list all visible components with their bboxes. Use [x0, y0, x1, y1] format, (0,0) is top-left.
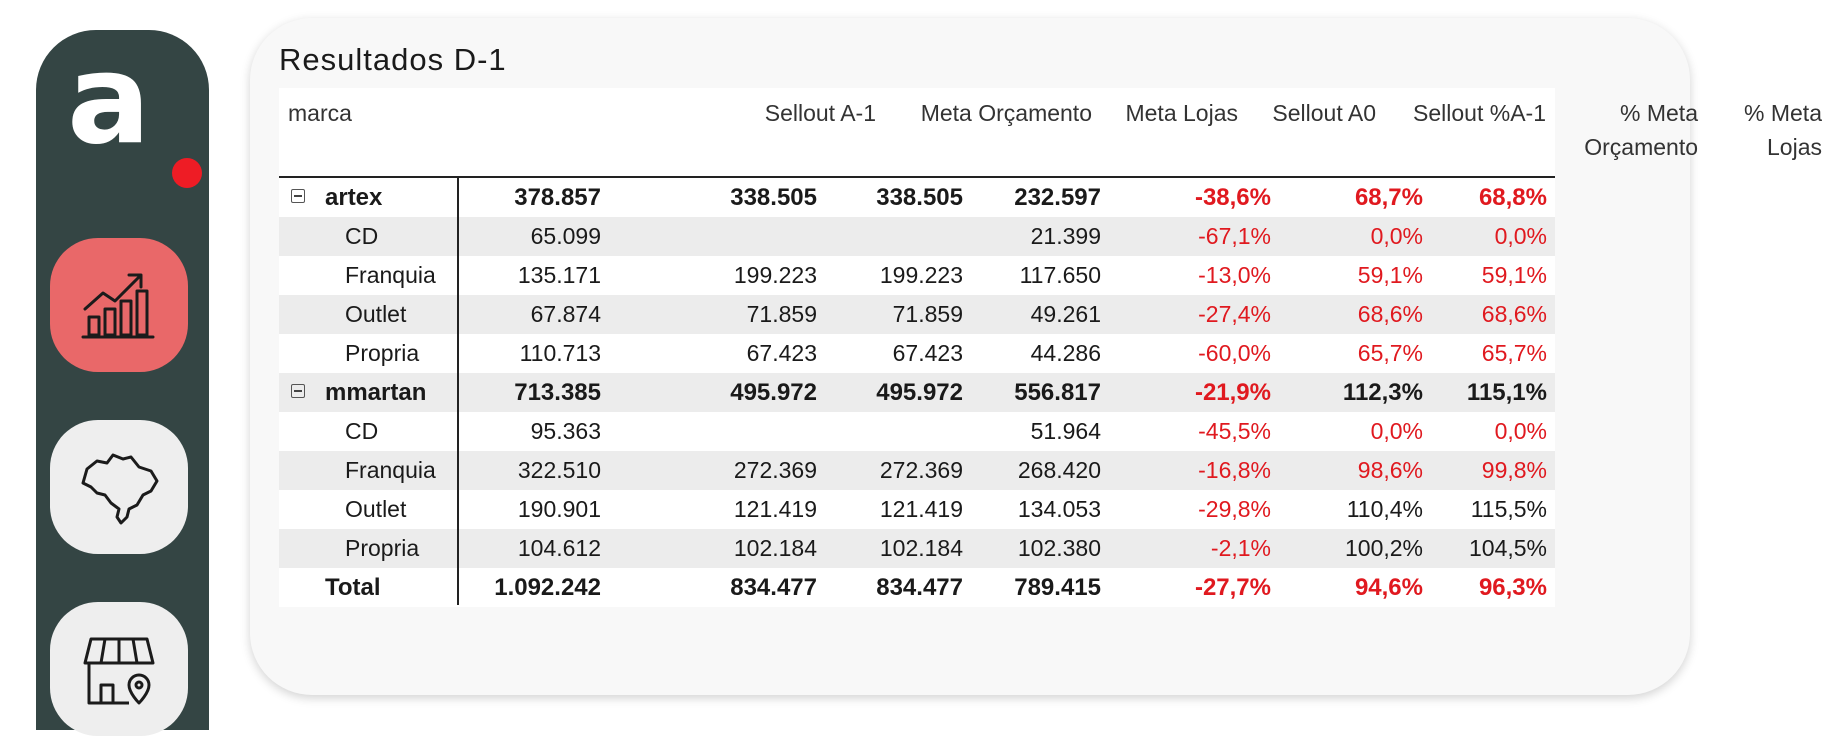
table-row[interactable]: [279, 529, 1555, 568]
table-row[interactable]: [279, 217, 1555, 256]
cell-pct-meta-orcamento: 0,0%: [1370, 223, 1423, 249]
cell-sellout-a0: 556.817: [1014, 379, 1101, 406]
table-row[interactable]: [279, 334, 1555, 373]
logo-letter: a: [67, 28, 151, 172]
cell-sellout-pct-a1: -29,8%: [1198, 496, 1271, 522]
row-label: artex: [325, 184, 383, 211]
table-row[interactable]: [279, 373, 1555, 412]
cell-pct-meta-lojas: 59,1%: [1481, 262, 1547, 288]
cell-sellout-pct-a1: -13,0%: [1198, 262, 1271, 288]
cell-pct-meta-orcamento: 98,6%: [1357, 457, 1423, 483]
cell-meta-lojas: 495.972: [876, 379, 963, 406]
cell-sellout-a0: 49.261: [1030, 301, 1101, 327]
nav-button-map[interactable]: [50, 420, 188, 554]
table-row[interactable]: [279, 490, 1555, 529]
cell-sellout-pct-a1: -27,4%: [1198, 301, 1271, 327]
sidebar: [36, 30, 209, 730]
cell-sellout-a1: 95.363: [530, 418, 601, 444]
row-label: Outlet: [345, 301, 407, 327]
row-label: Propria: [345, 340, 420, 366]
cell-sellout-pct-a1: -27,7%: [1194, 574, 1271, 601]
store-location-icon: [79, 629, 159, 709]
cell-sellout-a1: 378.857: [514, 184, 601, 211]
cell-sellout-a0: 51.964: [1030, 418, 1101, 444]
column-header-meta-lojas[interactable]: Meta Lojas: [1125, 100, 1238, 126]
row-label: CD: [345, 418, 379, 444]
cell-pct-meta-orcamento: 59,1%: [1357, 262, 1423, 288]
cell-sellout-a0: 21.399: [1030, 223, 1101, 249]
cell-pct-meta-lojas: 96,3%: [1478, 574, 1547, 601]
cell-pct-meta-lojas: 115,1%: [1466, 379, 1547, 406]
cell-pct-meta-lojas: 65,7%: [1481, 340, 1547, 366]
cell-meta-lojas: 199.223: [879, 262, 963, 288]
cell-meta-orcamento: 199.223: [733, 262, 817, 288]
cell-sellout-a0: 268.420: [1017, 457, 1101, 483]
cell-sellout-pct-a1: -2,1%: [1210, 535, 1271, 561]
cell-sellout-pct-a1: -16,8%: [1198, 457, 1271, 483]
cell-meta-orcamento: 102.184: [733, 535, 817, 561]
cell-meta-lojas: 71.859: [892, 301, 963, 327]
row-label: Franquia: [345, 262, 436, 288]
cell-sellout-pct-a1: -67,1%: [1198, 223, 1271, 249]
cell-sellout-a1: 65.099: [530, 223, 601, 249]
row-label: mmartan: [325, 379, 427, 406]
cell-sellout-a1: 67.874: [530, 301, 601, 327]
row-label: Total: [325, 574, 381, 601]
column-header-sellout-pct-a1[interactable]: Sellout %A-1: [1413, 100, 1546, 126]
table-row[interactable]: [279, 451, 1555, 490]
table-row[interactable]: [279, 295, 1555, 334]
cell-pct-meta-orcamento: 100,2%: [1344, 535, 1423, 561]
cell-pct-meta-lojas: 68,6%: [1481, 301, 1547, 327]
column-header-pct-meta-lojas-line2: Lojas: [1767, 134, 1822, 160]
table-row[interactable]: [279, 178, 1555, 217]
matrix-body: [279, 178, 1555, 607]
cell-sellout-pct-a1: -45,5%: [1198, 418, 1271, 444]
row-label: CD: [345, 223, 379, 249]
brand-logo: [67, 28, 177, 186]
cell-meta-lojas: 338.505: [876, 184, 963, 211]
column-header-pct-meta-lojas-line1: % Meta: [1744, 100, 1822, 126]
column-header-pct-meta-lojas[interactable]: [1744, 96, 1822, 164]
growth-chart-icon: [81, 269, 157, 341]
cell-pct-meta-lojas: 68,8%: [1478, 184, 1547, 211]
row-label: Propria: [345, 535, 420, 561]
column-header-pct-meta-orcamento-line1: % Meta: [1620, 100, 1698, 126]
cell-sellout-a1: 322.510: [517, 457, 601, 483]
cell-pct-meta-orcamento: 0,0%: [1370, 418, 1423, 444]
cell-pct-meta-orcamento: 68,7%: [1354, 184, 1423, 211]
cell-meta-lojas: 834.477: [876, 574, 963, 601]
cell-pct-meta-lojas: 99,8%: [1481, 457, 1547, 483]
cell-sellout-a0: 102.380: [1017, 535, 1101, 561]
column-header-marca[interactable]: marca: [288, 100, 352, 126]
cell-sellout-a0: 44.286: [1030, 340, 1101, 366]
cell-sellout-pct-a1: -21,9%: [1194, 379, 1271, 406]
cell-meta-orcamento: 71.859: [746, 301, 817, 327]
cell-meta-orcamento: 121.419: [733, 496, 817, 522]
table-row[interactable]: [279, 412, 1555, 451]
cell-pct-meta-lojas: 104,5%: [1468, 535, 1547, 561]
cell-sellout-pct-a1: -38,6%: [1194, 184, 1271, 211]
cell-sellout-a1: 110.713: [519, 340, 601, 366]
cell-pct-meta-orcamento: 68,6%: [1357, 301, 1423, 327]
cell-sellout-a1: 713.385: [514, 379, 601, 406]
report-title: Resultados D-1: [279, 42, 507, 77]
column-header-sellout-a1[interactable]: Sellout A-1: [764, 100, 876, 126]
cell-pct-meta-lojas: 0,0%: [1494, 418, 1547, 444]
cell-pct-meta-lojas: 0,0%: [1494, 223, 1547, 249]
nav-button-stores[interactable]: [50, 602, 188, 736]
brazil-map-icon: [77, 447, 161, 527]
matrix-header: [279, 88, 1822, 178]
cell-meta-lojas: 272.369: [879, 457, 963, 483]
cell-pct-meta-lojas: 115,5%: [1470, 496, 1547, 522]
results-matrix: [279, 88, 1822, 607]
row-label: Outlet: [345, 496, 407, 522]
collapse-toggle-icon[interactable]: [291, 384, 305, 398]
column-header-sellout-a0[interactable]: Sellout A0: [1272, 100, 1376, 126]
row-label: Franquia: [345, 457, 436, 483]
cell-sellout-a1: 1.092.242: [494, 574, 601, 601]
cell-sellout-pct-a1: -60,0%: [1198, 340, 1271, 366]
cell-pct-meta-orcamento: 112,3%: [1342, 379, 1423, 406]
cell-sellout-a1: 104.612: [517, 535, 601, 561]
cell-meta-orcamento: 272.369: [733, 457, 817, 483]
collapse-toggle-icon[interactable]: [291, 189, 305, 203]
column-header-pct-meta-orcamento[interactable]: [1584, 96, 1698, 164]
cell-sellout-a0: 232.597: [1014, 184, 1101, 211]
cell-sellout-a0: 117.650: [1019, 262, 1101, 288]
cell-meta-lojas: 121.419: [879, 496, 963, 522]
cell-meta-lojas: 67.423: [892, 340, 963, 366]
cell-sellout-a1: 135.171: [517, 262, 601, 288]
table-row[interactable]: [279, 568, 1555, 607]
cell-meta-orcamento: 338.505: [730, 184, 817, 211]
cell-sellout-a1: 190.901: [517, 496, 601, 522]
cell-meta-orcamento: 495.972: [730, 379, 817, 406]
column-header-meta-orcamento[interactable]: Meta Orçamento: [920, 100, 1092, 126]
table-row[interactable]: [279, 256, 1555, 295]
nav-button-results[interactable]: [50, 238, 188, 372]
cell-pct-meta-orcamento: 94,6%: [1354, 574, 1423, 601]
cell-pct-meta-orcamento: 110,4%: [1346, 496, 1423, 522]
logo-dot: [172, 158, 202, 188]
cell-pct-meta-orcamento: 65,7%: [1357, 340, 1423, 366]
cell-sellout-a0: 789.415: [1014, 574, 1101, 601]
column-header-pct-meta-orcamento-line2: Orçamento: [1584, 134, 1698, 160]
cell-meta-orcamento: 67.423: [746, 340, 817, 366]
cell-meta-orcamento: 834.477: [730, 574, 817, 601]
cell-sellout-a0: 134.053: [1017, 496, 1101, 522]
row-header-divider: [457, 176, 459, 605]
cell-meta-lojas: 102.184: [879, 535, 963, 561]
